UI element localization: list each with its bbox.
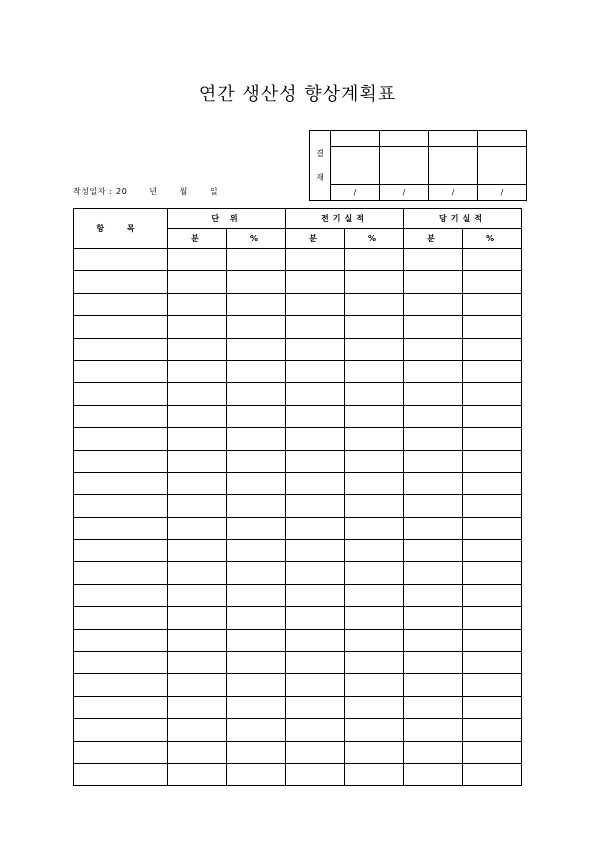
table-row [74,495,522,517]
table-row [74,540,522,562]
approval-label [310,131,331,201]
item-cell[interactable] [74,652,168,674]
value-cell[interactable] [286,719,345,741]
table-row [74,719,522,741]
value-cell[interactable] [345,472,404,494]
value-cell[interactable] [463,652,522,674]
value-cell[interactable] [168,428,227,450]
value-cell[interactable] [345,271,404,293]
value-cell[interactable] [463,316,522,338]
value-cell[interactable] [345,495,404,517]
value-cell[interactable] [345,763,404,785]
item-cell[interactable] [74,607,168,629]
table-row [74,763,522,785]
value-cell[interactable] [345,584,404,606]
header-prev-result: 전기실적 [286,209,404,229]
value-cell[interactable] [463,495,522,517]
value-cell[interactable] [404,540,463,562]
item-cell[interactable] [74,249,168,271]
item-cell[interactable] [74,741,168,763]
value-cell[interactable] [227,763,286,785]
table-row [74,360,522,382]
table-row [74,517,522,539]
approval-label-top: 결 [316,148,324,158]
value-cell[interactable] [168,517,227,539]
value-cell[interactable] [168,472,227,494]
value-cell[interactable] [227,450,286,472]
item-cell[interactable] [74,696,168,718]
value-cell[interactable] [227,652,286,674]
value-cell[interactable] [463,428,522,450]
value-cell[interactable] [463,719,522,741]
value-cell[interactable] [168,495,227,517]
value-cell[interactable] [463,472,522,494]
value-cell[interactable] [286,674,345,696]
value-cell[interactable] [345,540,404,562]
table-row [74,652,522,674]
value-cell[interactable] [168,450,227,472]
value-cell[interactable] [404,383,463,405]
subheader-min: 분 [404,229,463,249]
approval-date-cell[interactable]: / [429,185,478,201]
value-cell[interactable] [463,360,522,382]
item-cell[interactable] [74,584,168,606]
value-cell[interactable] [404,562,463,584]
value-cell[interactable] [168,338,227,360]
value-cell[interactable] [345,562,404,584]
value-cell[interactable] [404,472,463,494]
productivity-table [73,208,522,786]
value-cell[interactable] [404,696,463,718]
value-cell[interactable] [286,405,345,427]
value-cell[interactable] [286,562,345,584]
table-row [74,674,522,696]
approval-label-bottom: 재 [316,172,324,182]
value-cell[interactable] [168,741,227,763]
value-cell[interactable] [345,360,404,382]
value-cell[interactable] [227,607,286,629]
table-row [74,472,522,494]
value-cell[interactable] [227,629,286,651]
item-cell[interactable] [74,293,168,315]
table-row [74,584,522,606]
value-cell[interactable] [404,360,463,382]
value-cell[interactable] [404,495,463,517]
value-cell[interactable] [227,517,286,539]
value-cell[interactable] [463,741,522,763]
value-cell[interactable] [286,696,345,718]
value-cell[interactable] [463,405,522,427]
value-cell[interactable] [286,763,345,785]
approval-title-cell[interactable] [429,131,478,147]
value-cell[interactable] [168,763,227,785]
value-cell[interactable] [463,450,522,472]
value-cell[interactable] [404,316,463,338]
value-cell[interactable] [227,472,286,494]
item-cell[interactable] [74,428,168,450]
value-cell[interactable] [463,271,522,293]
item-cell[interactable] [74,674,168,696]
header-curr-result: 당기실적 [404,209,522,229]
subheader-percent: % [463,229,522,249]
item-cell[interactable] [74,405,168,427]
day-label: 일 [209,187,219,196]
value-cell[interactable] [286,517,345,539]
value-cell[interactable] [345,316,404,338]
value-cell[interactable] [286,584,345,606]
value-cell[interactable] [227,293,286,315]
value-cell[interactable] [345,293,404,315]
subheader-percent: % [345,229,404,249]
table-body [74,249,522,786]
item-cell[interactable] [74,495,168,517]
approval-date-cell[interactable]: / [380,185,429,201]
value-cell[interactable] [227,696,286,718]
value-cell[interactable] [168,540,227,562]
value-cell[interactable] [227,540,286,562]
approval-title-cell[interactable] [331,131,380,147]
subheader-min: 분 [168,229,227,249]
value-cell[interactable] [286,472,345,494]
value-cell[interactable] [463,540,522,562]
subheader-percent: % [227,229,286,249]
value-cell[interactable] [345,719,404,741]
value-cell[interactable] [227,360,286,382]
item-cell[interactable] [74,338,168,360]
year-label: 년 [149,187,158,196]
value-cell[interactable] [404,271,463,293]
year-prefix: 20 [116,187,128,196]
value-cell[interactable] [286,316,345,338]
value-cell[interactable] [404,741,463,763]
value-cell[interactable] [463,517,522,539]
item-cell[interactable] [74,540,168,562]
value-cell[interactable] [345,428,404,450]
value-cell[interactable] [286,540,345,562]
approval-title-cell[interactable] [478,131,527,147]
value-cell[interactable] [463,584,522,606]
table-row [74,405,522,427]
value-cell[interactable] [463,696,522,718]
table-row [74,383,522,405]
approval-sign-cell[interactable] [478,147,527,185]
item-cell[interactable] [74,517,168,539]
value-cell[interactable] [168,584,227,606]
item-cell[interactable] [74,450,168,472]
approval-date-cell[interactable]: / [331,185,380,201]
value-cell[interactable] [168,629,227,651]
value-cell[interactable] [286,495,345,517]
value-cell[interactable] [286,249,345,271]
table-row [74,629,522,651]
value-cell[interactable] [168,562,227,584]
value-cell[interactable] [227,316,286,338]
item-cell[interactable] [74,763,168,785]
table-row [74,562,522,584]
value-cell[interactable] [286,338,345,360]
value-cell[interactable] [168,293,227,315]
approval-sign-cell[interactable] [331,147,380,185]
value-cell[interactable] [404,428,463,450]
item-cell[interactable] [74,271,168,293]
value-cell[interactable] [168,405,227,427]
item-cell[interactable] [74,360,168,382]
value-cell[interactable] [286,293,345,315]
value-cell[interactable] [286,271,345,293]
table-row [74,293,522,315]
value-cell[interactable] [463,763,522,785]
value-cell[interactable] [286,383,345,405]
value-cell[interactable] [345,629,404,651]
value-cell[interactable] [168,383,227,405]
value-cell[interactable] [463,629,522,651]
value-cell[interactable] [345,338,404,360]
value-cell[interactable] [227,741,286,763]
value-cell[interactable] [463,338,522,360]
value-cell[interactable] [345,517,404,539]
value-cell[interactable] [168,674,227,696]
item-cell[interactable] [74,719,168,741]
value-cell[interactable] [463,562,522,584]
value-cell[interactable] [404,674,463,696]
month-label: 월 [179,187,188,196]
item-cell[interactable] [74,472,168,494]
value-cell[interactable] [404,338,463,360]
value-cell[interactable] [345,741,404,763]
value-cell[interactable] [345,383,404,405]
table-row [74,450,522,472]
header-unit: 단 위 [168,209,286,229]
table-row [74,696,522,718]
approval-date-cell[interactable]: / [478,185,527,201]
value-cell[interactable] [404,517,463,539]
value-cell[interactable] [227,271,286,293]
item-cell[interactable] [74,383,168,405]
subheader-min: 분 [286,229,345,249]
value-cell[interactable] [345,674,404,696]
date-label: 작성일자 : [73,187,113,196]
value-cell[interactable] [168,652,227,674]
value-cell[interactable] [404,652,463,674]
value-cell[interactable] [345,607,404,629]
table-row [74,271,522,293]
value-cell[interactable] [463,249,522,271]
approval-title-cell[interactable] [380,131,429,147]
item-cell[interactable] [74,562,168,584]
approval-sign-cell[interactable] [380,147,429,185]
value-cell[interactable] [404,293,463,315]
table-row [74,338,522,360]
table-row [74,741,522,763]
approval-box [309,130,527,201]
value-cell[interactable] [345,652,404,674]
table-row [74,249,522,271]
value-cell[interactable] [463,607,522,629]
value-cell[interactable] [404,629,463,651]
value-cell[interactable] [286,428,345,450]
value-cell[interactable] [168,607,227,629]
value-cell[interactable] [286,741,345,763]
page-title: 연간 생산성 향상계획표 [198,84,397,105]
value-cell[interactable] [286,629,345,651]
value-cell[interactable] [404,450,463,472]
value-cell[interactable] [227,338,286,360]
approval-sign-cell[interactable] [429,147,478,185]
value-cell[interactable] [227,249,286,271]
value-cell[interactable] [227,405,286,427]
value-cell[interactable] [227,719,286,741]
value-cell[interactable] [168,316,227,338]
value-cell[interactable] [404,763,463,785]
value-cell[interactable] [227,428,286,450]
value-cell[interactable] [286,607,345,629]
value-cell[interactable] [404,405,463,427]
item-cell[interactable] [74,629,168,651]
value-cell[interactable] [227,495,286,517]
value-cell[interactable] [345,696,404,718]
value-cell[interactable] [345,405,404,427]
value-cell[interactable] [168,271,227,293]
value-cell[interactable] [227,584,286,606]
value-cell[interactable] [286,652,345,674]
value-cell[interactable] [404,249,463,271]
value-cell[interactable] [345,450,404,472]
header-item: 항 목 [74,209,168,249]
value-cell[interactable] [404,607,463,629]
value-cell[interactable] [463,383,522,405]
value-cell[interactable] [286,450,345,472]
value-cell[interactable] [404,584,463,606]
value-cell[interactable] [168,719,227,741]
value-cell[interactable] [345,249,404,271]
value-cell[interactable] [168,249,227,271]
table-row [74,316,522,338]
value-cell[interactable] [463,674,522,696]
date-line [73,186,222,197]
value-cell[interactable] [168,696,227,718]
table-row [74,607,522,629]
value-cell[interactable] [404,719,463,741]
value-cell[interactable] [227,674,286,696]
value-cell[interactable] [463,293,522,315]
value-cell[interactable] [227,383,286,405]
table-row [74,428,522,450]
item-cell[interactable] [74,316,168,338]
value-cell[interactable] [168,360,227,382]
value-cell[interactable] [227,562,286,584]
value-cell[interactable] [286,360,345,382]
